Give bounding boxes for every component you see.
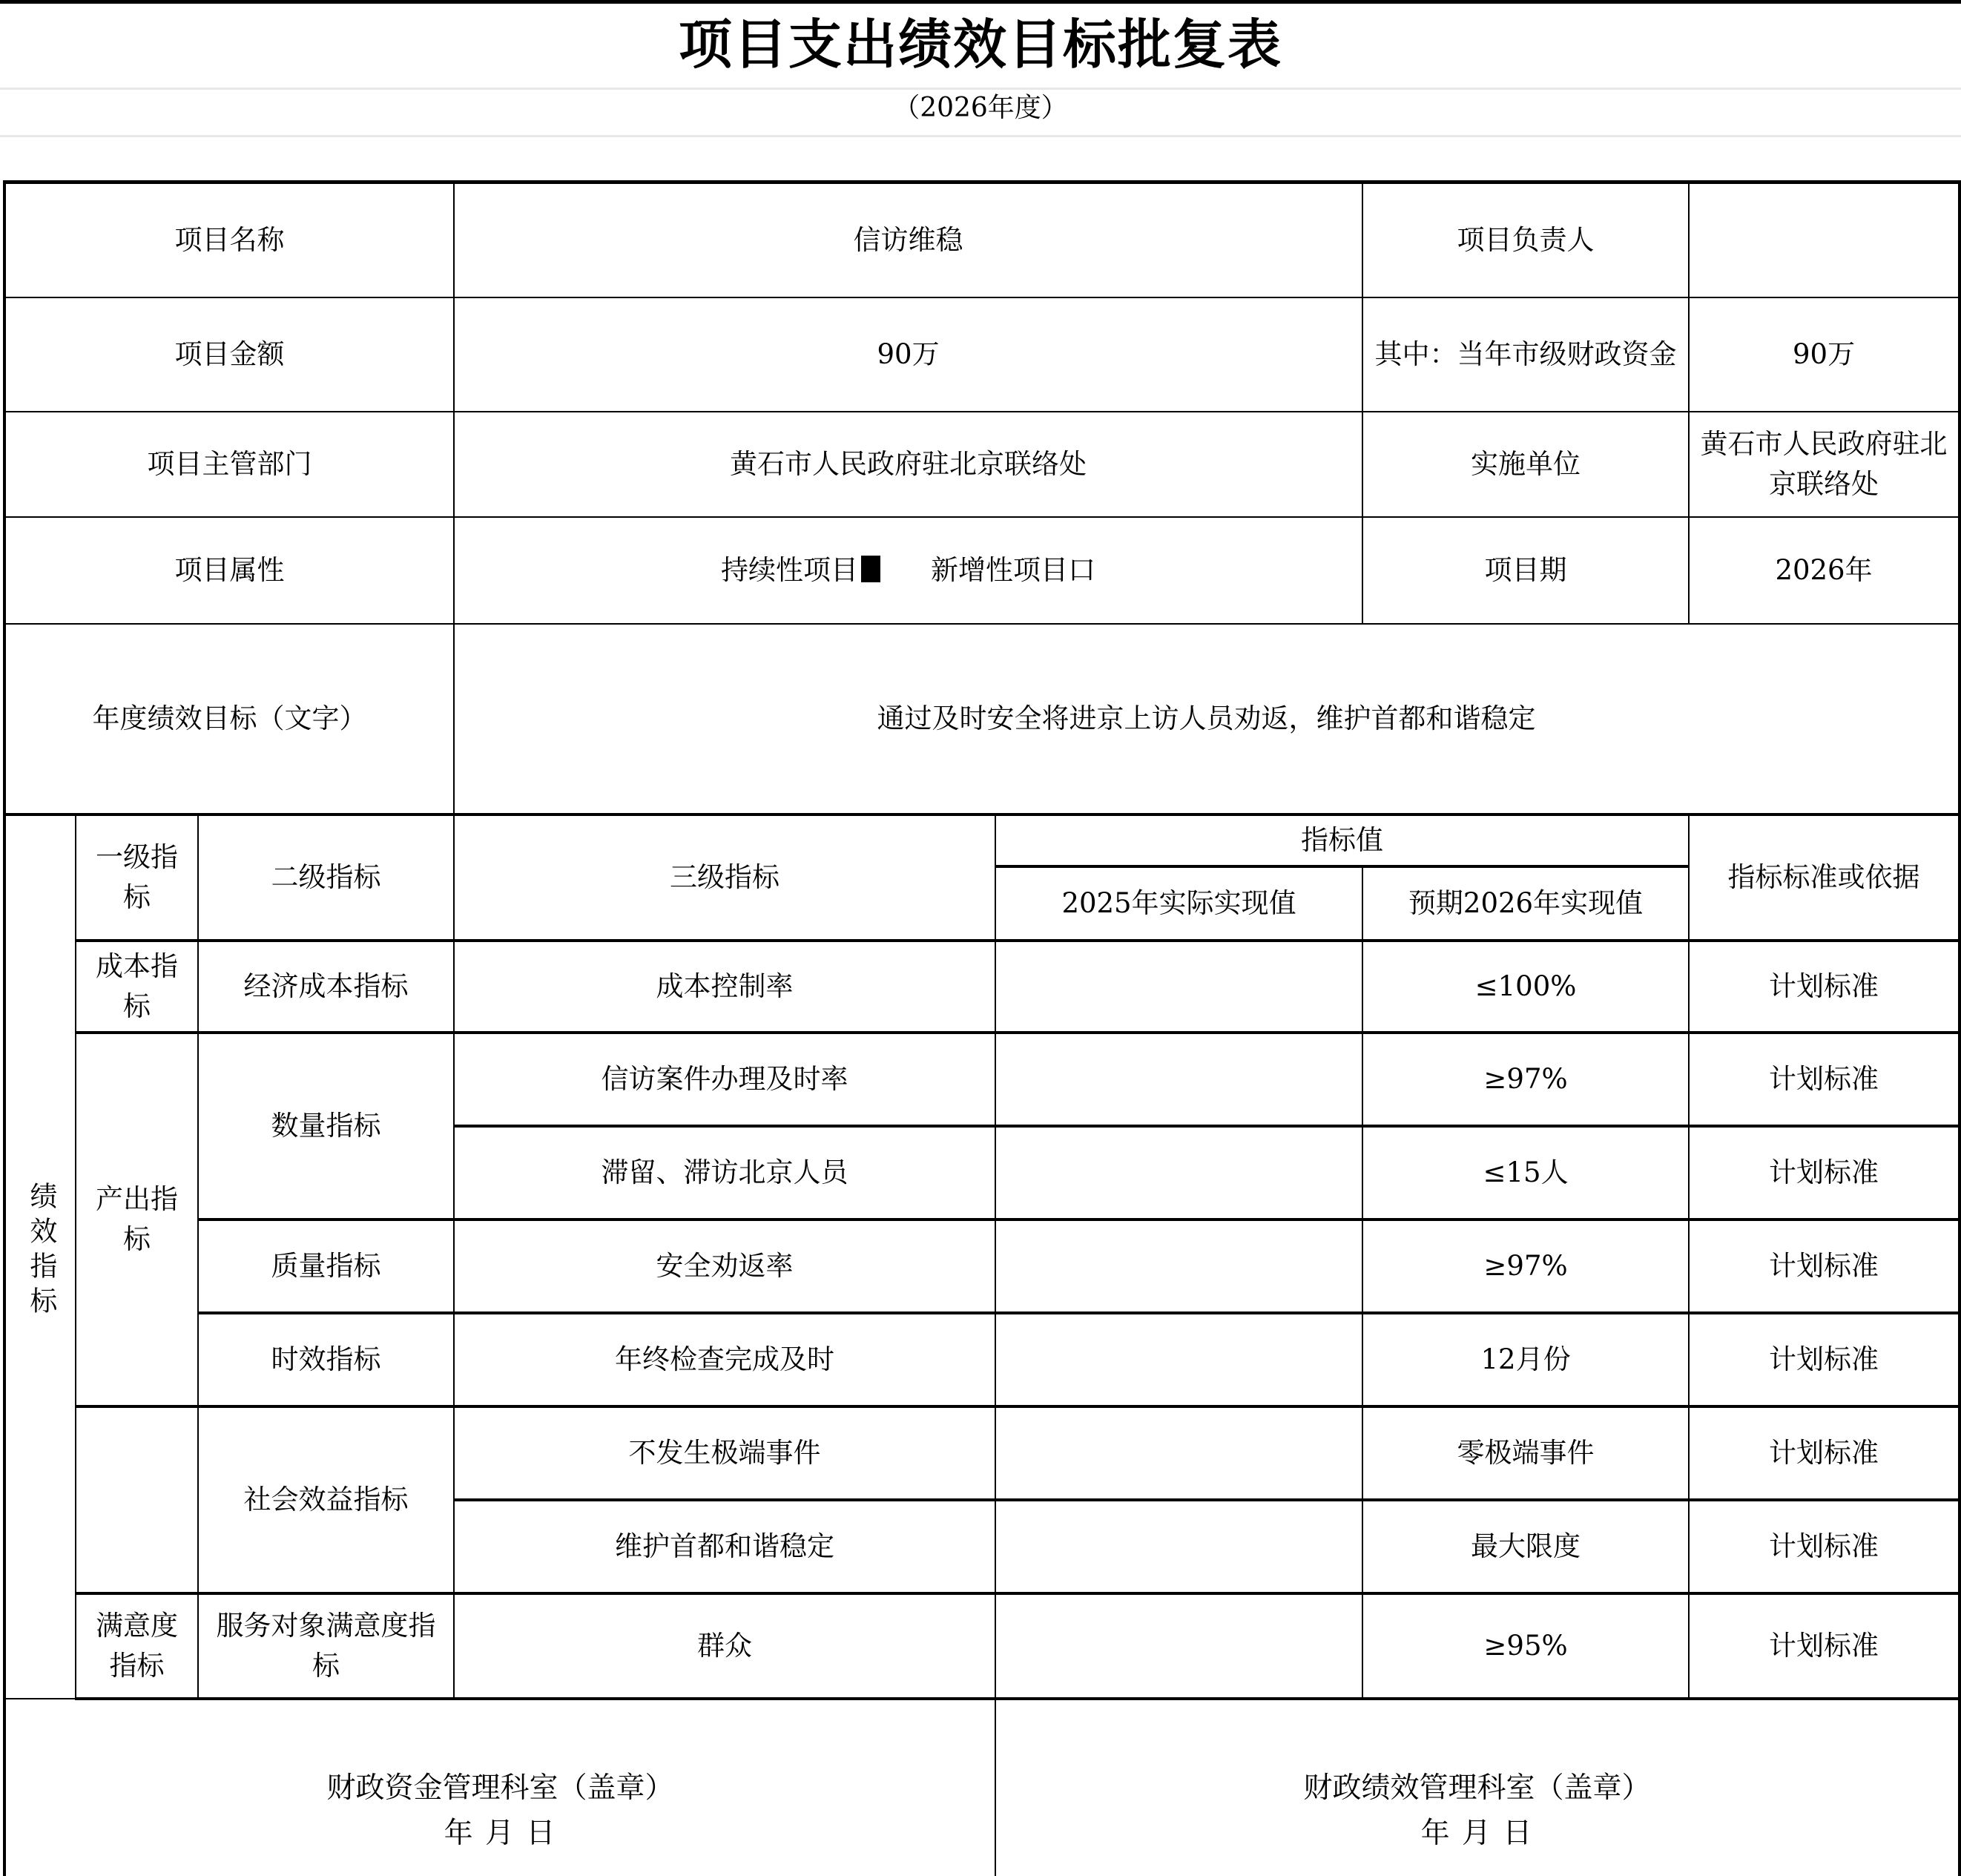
subtitle-band-divider — [0, 135, 1961, 137]
value-implementing-unit: 黄石市人民政府驻北京联络处 — [1689, 412, 1960, 517]
value-project-owner — [1689, 182, 1960, 298]
cell-level2: 服务对象满意度指标 — [198, 1593, 454, 1699]
cell-level2: 时效指标 — [198, 1313, 454, 1406]
cell-level1: 成本指标 — [76, 941, 198, 1033]
row-signatures — [4, 1699, 1960, 1876]
table-row — [4, 1593, 1960, 1699]
attribute-new-label: 新增性项目 — [931, 554, 1069, 587]
label-project-period: 项目期 — [1362, 517, 1689, 624]
cell-actual-2025 — [995, 941, 1362, 1033]
row-annual-goal — [4, 624, 1960, 814]
title-block — [0, 4, 1961, 131]
cell-level3: 安全劝返率 — [454, 1220, 995, 1313]
cell-standard: 计划标准 — [1689, 1313, 1960, 1406]
side-label-text: 绩效指标 — [24, 1182, 57, 1321]
cell-actual-2025 — [995, 1500, 1362, 1593]
value-project-amount: 90万 — [454, 297, 1362, 412]
value-project-name: 信访维稳 — [454, 182, 1362, 298]
header-level2: 二级指标 — [198, 814, 454, 941]
cell-actual-2025 — [995, 1406, 1362, 1500]
cell-level2: 经济成本指标 — [198, 941, 454, 1033]
signature-block-performance-management — [995, 1699, 1960, 1876]
attribute-continuing-label: 持续性项目 — [721, 554, 859, 587]
signature-label-fund-management: 财政资金管理科室（盖章） — [326, 1771, 674, 1806]
cell-expected-2026: ≥97% — [1362, 1220, 1689, 1313]
cell-level3: 不发生极端事件 — [454, 1406, 995, 1500]
cell-actual-2025 — [995, 1126, 1362, 1220]
value-supervising-department: 黄石市人民政府驻北京联络处 — [454, 412, 1362, 517]
cell-standard: 计划标准 — [1689, 1406, 1960, 1500]
cell-standard: 计划标准 — [1689, 1593, 1960, 1699]
table-row — [4, 1313, 1960, 1406]
cell-actual-2025 — [995, 1593, 1362, 1699]
header-actual-2025: 2025年实际实现值 — [995, 866, 1362, 941]
cell-expected-2026: ≤100% — [1362, 941, 1689, 1033]
label-project-name: 项目名称 — [4, 182, 454, 298]
cell-standard: 计划标准 — [1689, 1126, 1960, 1220]
label-annual-goal: 年度绩效目标（文字） — [4, 624, 454, 814]
table-row — [4, 941, 1960, 1033]
cell-level3: 成本控制率 — [454, 941, 995, 1033]
cell-actual-2025 — [995, 1033, 1362, 1126]
value-project-period: 2026年 — [1689, 517, 1960, 624]
label-project-attribute: 项目属性 — [4, 517, 454, 624]
cell-standard: 计划标准 — [1689, 941, 1960, 1033]
cell-level2: 质量指标 — [198, 1220, 454, 1313]
cell-standard: 计划标准 — [1689, 1220, 1960, 1313]
header-standard: 指标标准或依据 — [1689, 814, 1960, 941]
signature-date-fund-management: 年 月 日 — [444, 1816, 557, 1850]
cell-expected-2026: ≤15人 — [1362, 1126, 1689, 1220]
value-project-attribute — [454, 517, 1362, 624]
cell-level3: 维护首都和谐稳定 — [454, 1500, 995, 1593]
side-label-performance-indicator — [4, 814, 76, 1699]
row-project-amount — [4, 297, 1960, 412]
label-supervising-department: 项目主管部门 — [4, 412, 454, 517]
row-project-attribute — [4, 517, 1960, 624]
cell-level1 — [76, 1406, 198, 1593]
cell-level3: 信访案件办理及时率 — [454, 1033, 995, 1126]
cell-level3: 年终检查完成及时 — [454, 1313, 995, 1406]
cell-actual-2025 — [995, 1313, 1362, 1406]
attribute-continuing-option[interactable] — [721, 550, 880, 590]
cell-level1: 满意度指标 — [76, 1593, 198, 1699]
row-project-name — [4, 182, 1960, 298]
signature-label-performance-management: 财政绩效管理科室（盖章） — [1303, 1771, 1651, 1806]
cell-expected-2026: 零极端事件 — [1362, 1406, 1689, 1500]
table-row — [4, 1406, 1960, 1500]
page-title: 项目支出绩效目标批复表 — [678, 13, 1282, 76]
cell-standard: 计划标准 — [1689, 1033, 1960, 1126]
cell-standard: 计划标准 — [1689, 1500, 1960, 1593]
row-department — [4, 412, 1960, 517]
value-annual-goal: 通过及时安全将进京上访人员劝返，维护首都和谐稳定 — [454, 624, 1960, 814]
header-level1: 一级指标 — [76, 814, 198, 941]
header-expected-2026: 预期2026年实现值 — [1362, 866, 1689, 941]
table-row — [4, 1033, 1960, 1126]
cell-level1: 产出指标 — [76, 1033, 198, 1406]
cell-expected-2026: 最大限度 — [1362, 1500, 1689, 1593]
cell-actual-2025 — [995, 1220, 1362, 1313]
header-indicator-value-group: 指标值 — [995, 814, 1689, 866]
signature-date-performance-management: 年 月 日 — [1420, 1816, 1534, 1850]
main-grid — [3, 180, 1961, 1876]
cell-level2: 数量指标 — [198, 1033, 454, 1220]
checkbox-checked-icon[interactable] — [861, 556, 880, 582]
label-city-fund: 其中：当年市级财政资金 — [1362, 297, 1689, 412]
signature-block-fund-management — [4, 1699, 995, 1876]
label-project-owner: 项目负责人 — [1362, 182, 1689, 298]
attribute-new-option[interactable] — [931, 550, 1095, 590]
header-level3: 三级指标 — [454, 814, 995, 941]
row-indicator-header-1 — [4, 814, 1960, 866]
cell-level3: 滞留、滞访北京人员 — [454, 1126, 995, 1220]
cell-expected-2026: 12月份 — [1362, 1313, 1689, 1406]
table-row — [4, 1220, 1960, 1313]
value-city-fund: 90万 — [1689, 297, 1960, 412]
cell-expected-2026: ≥95% — [1362, 1593, 1689, 1699]
cell-level2: 社会效益指标 — [198, 1406, 454, 1593]
label-implementing-unit: 实施单位 — [1362, 412, 1689, 517]
checkbox-unchecked-icon[interactable]: 口 — [1068, 554, 1096, 587]
cell-expected-2026: ≥97% — [1362, 1033, 1689, 1126]
cell-level3: 群众 — [454, 1593, 995, 1699]
page-subtitle: （2026年度） — [893, 93, 1068, 123]
label-project-amount: 项目金额 — [4, 297, 454, 412]
